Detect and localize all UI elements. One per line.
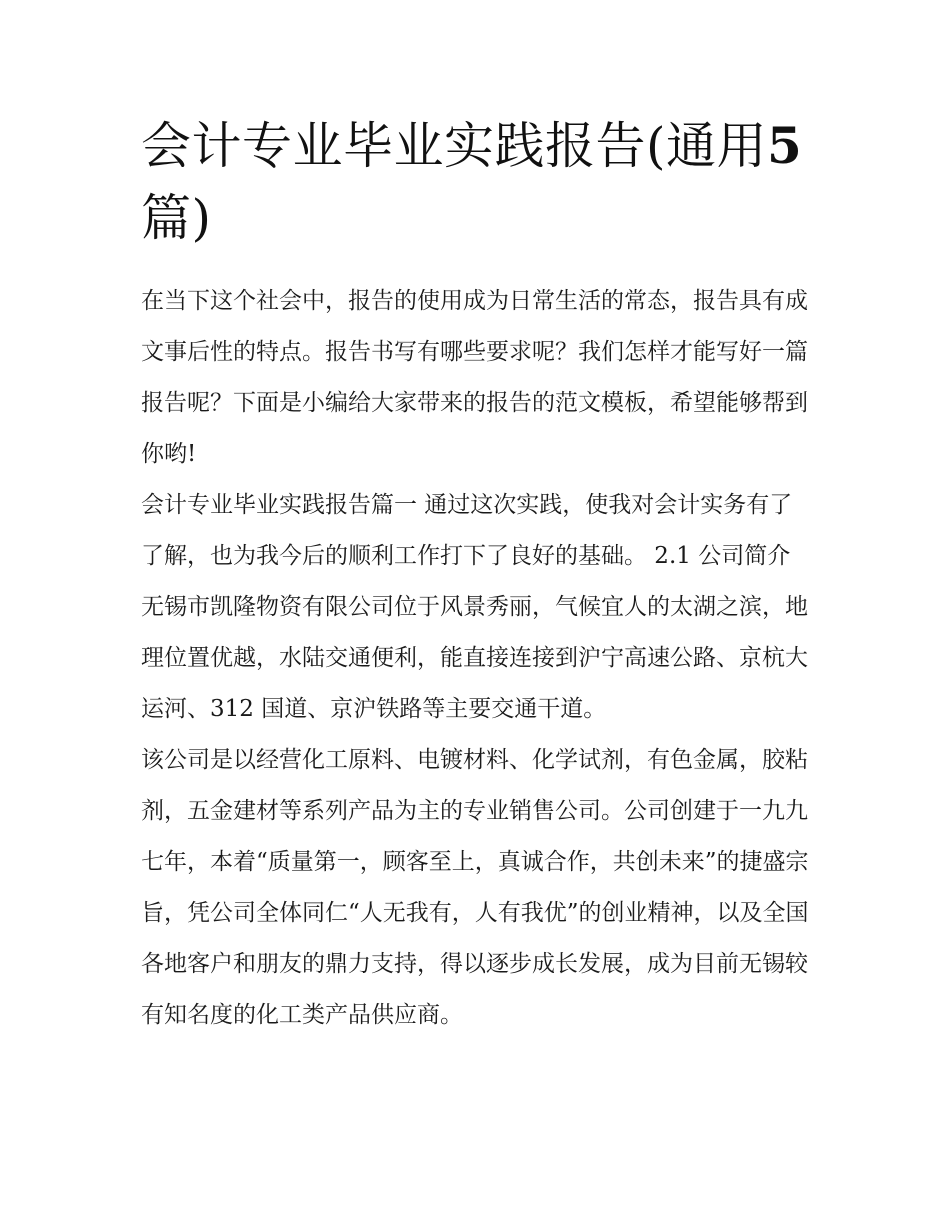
paragraph-intro: 在当下这个社会中，报告的使用成为日常生活的常态，报告具有成文事后性的特点。报告书写有哪些要求呢？我们怎样才能写好一篇报告呢？下面是小编给大家带来的报告的范文模板，希望能够帮到你哟! <box>141 288 808 467</box>
title-number: 5 <box>767 116 803 175</box>
paragraph-section-one: 会计专业毕业实践报告篇一 通过这次实践，使我对会计实务有了了解，也为我今后的顺利工作打下了良好的基础。 2.1 公司简介 <box>141 492 793 569</box>
title-main: 会计专业毕业实践报告(通用 <box>141 117 768 175</box>
document-content <box>141 110 813 1041</box>
title-end: 篇) <box>141 189 212 247</box>
paragraph-company-business: 该公司是以经营化工原料、电镀材料、化学试剂，有色金属，胶粘剂，五金建材等系列产品为主的专业销售公司。公司创建于一九九七年，本着“质量第一，顾客至上，真诚合作，共创未来”的捷盛宗旨，凭公司全体同仁“人无我有，人有我优”的创业精神，以及全国各地客户和朋友的鼎力支持，得以逐步成长发展，成为目前无锡较有知名度的化工类产品供应商。 <box>141 747 809 1028</box>
document-title <box>141 110 813 254</box>
paragraph-company-location: 无锡市凯隆物资有限公司位于风景秀丽，气候宜人的太湖之滨，地理位置优越，水陆交通便利，能直接连接到沪宁高速公路、京杭大运河、312 国道、京沪铁路等主要交通干道。 <box>141 594 808 722</box>
